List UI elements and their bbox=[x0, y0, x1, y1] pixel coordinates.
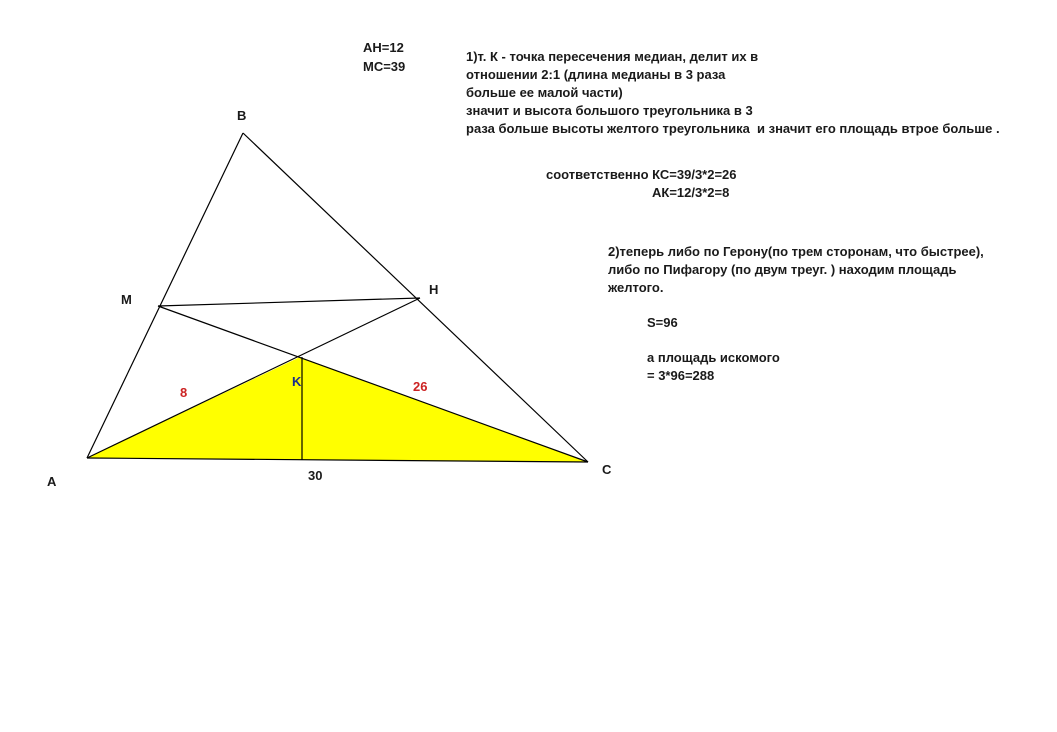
step2-line-2: либо по Пифагору (по двум треуг. ) находим площадь bbox=[608, 262, 957, 277]
calc-kc: соответственно КС=39/3*2=26 bbox=[546, 167, 737, 182]
step1-line-3: больше ее малой части) bbox=[466, 85, 623, 100]
point-label-h: H bbox=[429, 282, 439, 297]
step2-line-1: 2)теперь либо по Герону(по трем сторонам, что быстрее), bbox=[608, 244, 984, 259]
point-label-c: C bbox=[602, 462, 612, 477]
yellow-triangle-akc bbox=[87, 357, 588, 462]
calc-ak: АК=12/3*2=8 bbox=[652, 185, 730, 200]
point-label-k: K bbox=[292, 374, 302, 389]
step1-line-4: значит и высота большого треугольника в 3 bbox=[466, 103, 753, 118]
answer-line-2: = 3*96=288 bbox=[647, 368, 715, 383]
answer-line-1: а площадь искомого bbox=[647, 350, 780, 365]
given-mc: MC=39 bbox=[363, 59, 406, 74]
given-ah: AH=12 bbox=[363, 40, 404, 55]
step1-line-2: отношении 2:1 (длина медианы в 3 раза bbox=[466, 67, 726, 82]
step1-line-5: раза больше высоты желтого треугольника bbox=[466, 121, 750, 136]
point-label-b: B bbox=[237, 108, 247, 123]
step1-line-1: 1)т. К - точка пересечения медиан, делит их в bbox=[466, 49, 759, 64]
step1-tail: и значит его площадь втрое больше . bbox=[757, 121, 1000, 136]
point-label-a: A bbox=[47, 474, 57, 489]
area-yellow: S=96 bbox=[647, 315, 678, 330]
midline-mh bbox=[158, 298, 420, 306]
label-kc: 26 bbox=[413, 379, 428, 394]
point-label-m: M bbox=[121, 292, 132, 307]
label-ac: 30 bbox=[308, 468, 323, 483]
label-ak: 8 bbox=[180, 385, 188, 400]
step2-line-3: желтого. bbox=[608, 280, 664, 295]
